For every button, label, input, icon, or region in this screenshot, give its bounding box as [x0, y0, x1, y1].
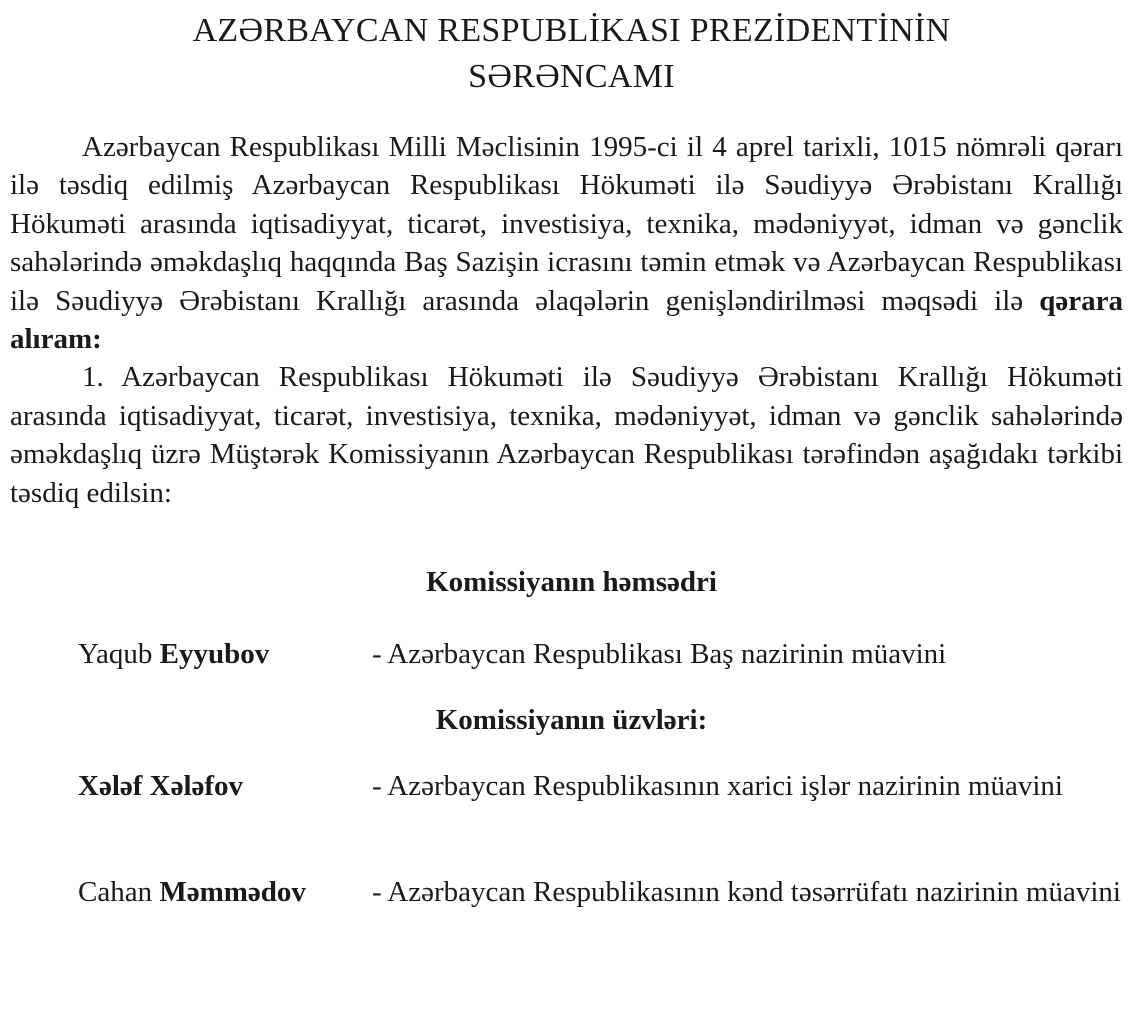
preamble-paragraph [10, 128, 1123, 358]
members-heading: Komissiyanın üzvləri: [435, 704, 708, 736]
title-line-1: AZƏRBAYCAN RESPUBLİKASI PREZİDENTİNİN [192, 12, 951, 49]
member-first-name: Xələf [78, 770, 143, 802]
preamble-text: Azərbaycan Respublikası Milli Məclisinin 1995-ci il 4 aprel tarixli, 1015 nömrəli qərarı ilə təsdiq edilmiş Azərbaycan Respublikası Hökuməti ilə Səudiyyə Ərəbistanı Krallığı Hökuməti arasında iqtisadiyyat, ticarət, investisiya, texnika, mədəniyyət, idman və gənclik sahələrində əməkdaşlıq haqqında Baş Sazişin icrasını təmin etmək və Azərbaycan Respublikası ilə Səudiyyə Ərəbistanı Krallığı arasında əlaqələrin genişləndirilməsi məqsədi ilə [10, 131, 1123, 317]
document-title [0, 8, 1143, 100]
member-first-name: Cahan [78, 876, 153, 908]
cochair-name [78, 636, 269, 672]
item-1-paragraph: 1. Azərbaycan Respublikası Hökuməti ilə Səudiyyə Ərəbistanı Krallığı Hökuməti arasında iqtisadiyyat, ticarət, investisiya, texnika, mədəniyyət, idman və gənclik sahələrində əməkdaşlıq üzrə Müştərək Komissiyanın Azərbaycan Respublikası tərəfindən aşağıdakı tərkibi təsdiq edilsin: [10, 361, 1123, 509]
cochair-first-name: Yaqub [78, 638, 153, 670]
cochair-entry [78, 636, 1128, 676]
cochair-role: - Azərbaycan Respublikası Baş nazirinin müavini [372, 638, 947, 670]
document-body [10, 128, 1123, 512]
member-last-name: Xələfov [149, 770, 244, 802]
member-last-name: Məmmədov [159, 876, 306, 908]
cochair-last-name: Eyyubov [159, 638, 270, 670]
preamble-decision: qərara alıram: [10, 284, 1123, 356]
title-line-2: SƏRƏNCAMI [468, 58, 675, 95]
member-name [78, 768, 243, 804]
member-name [78, 874, 306, 910]
member-role: - Azərbaycan Respublikasının xarici işlər nazirinin müavini [372, 770, 1063, 802]
member-entry [78, 874, 1128, 954]
member-role: - Azərbaycan Respublikasının kənd təsərrüfatı nazirinin müavini [372, 876, 1121, 908]
member-entry [78, 768, 1128, 848]
cochair-heading: Komissiyanın həmsədri [426, 566, 717, 598]
